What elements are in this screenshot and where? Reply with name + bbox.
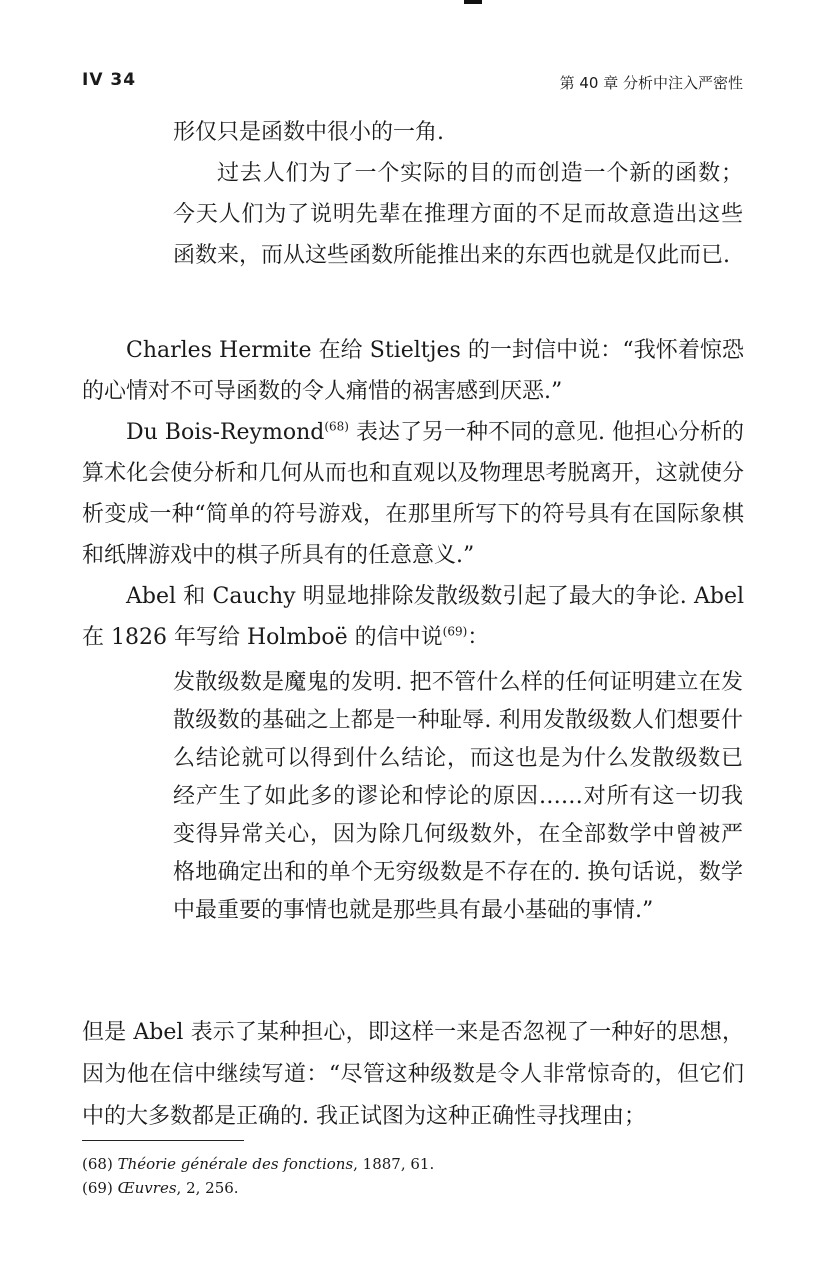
footnote-number: (69) [82,1179,113,1197]
paragraph-text: ： [467,625,490,650]
footnote-rest: , 1887, 61. [353,1155,435,1173]
footnotes [82,1152,434,1200]
paragraph-text: Du Bois-Reymond [126,420,325,445]
abel-quote: 发散级数是魔鬼的发明. 把不管什么样的任何证明建立在发散级数的基础之上都是一种耻辱. 利用发散级数人们想要什么结论就可以得到什么结论，而这也是为什么发散级数已经产生了如此多的谬论和悖论的原因……对所有这一切我变得异常关心，因为除几何级数外，在全部数学中曾被严格地确定出和的单个无穷级数是不存在的. 换句话说，数学中最重要的事情也就是那些具有最小基础的事情.” [173,670,743,923]
body-text-2 [82,1012,744,1138]
footnote-number: (68) [82,1155,113,1173]
paragraph-du-bois-reymond [82,412,744,576]
scan-mark [464,0,482,4]
page-header [82,70,743,96]
paragraph-abel-concern: 但是 Abel 表示了某种担心，即这样一来是否忽视了一种好的思想，因为他在信中继续写道：“尽管这种级数是令人非常惊奇的，但它们中的大多数都是正确的. 我正试图为这种正确性寻找理由； [82,1020,744,1129]
footnote-ref: (69) [442,624,468,639]
footnote-ref: (68) [324,419,349,434]
footnote-title: Théorie générale des fonctions [117,1155,354,1173]
running-title: 第 40 章 分析中注入严密性 [559,74,743,92]
footnote-title: Œuvres [117,1179,177,1197]
footnote-rest: , 2, 256. [176,1179,239,1197]
body-text-1 [82,330,744,658]
paragraph-text: Abel 和 Cauchy 明显地排除发散级数引起了最大的争论. Abel 在 1826 年写给 Holmboë 的信中说 [82,584,744,650]
footnote-68 [82,1152,434,1176]
quotation-block-1 [173,112,743,276]
paragraph-hermite: Charles Hermite 在给 Stieltjes 的一封信中说：“我怀着惊恐的心情对不可导函数的令人痛惜的祸害感到厌恶.” [82,338,744,404]
paragraph-abel [82,576,744,658]
quote-line: 形仅只是函数中很小的一角. [173,120,444,145]
quote-paragraph: 过去人们为了一个实际的目的而创造一个新的函数；今天人们为了说明先辈在推理方面的不足而故意造出这些函数来，而从这些函数所能推出来的东西也就是仅此而已. [173,161,743,268]
footnote-69 [82,1176,434,1200]
footnote-rule [82,1140,244,1141]
page-number: IV 34 [82,70,137,90]
paragraph-text: 表达了另一种不同的意见. 他担心分析的算术化会使分析和几何从而也和直观以及物理思考脱离开，这就使分析变成一种“简单的符号游戏，在那里所写下的符号具有在国际象棋和纸牌游戏中的棋子所具有的任意意义.” [82,420,745,568]
quotation-block-2 [173,664,743,930]
